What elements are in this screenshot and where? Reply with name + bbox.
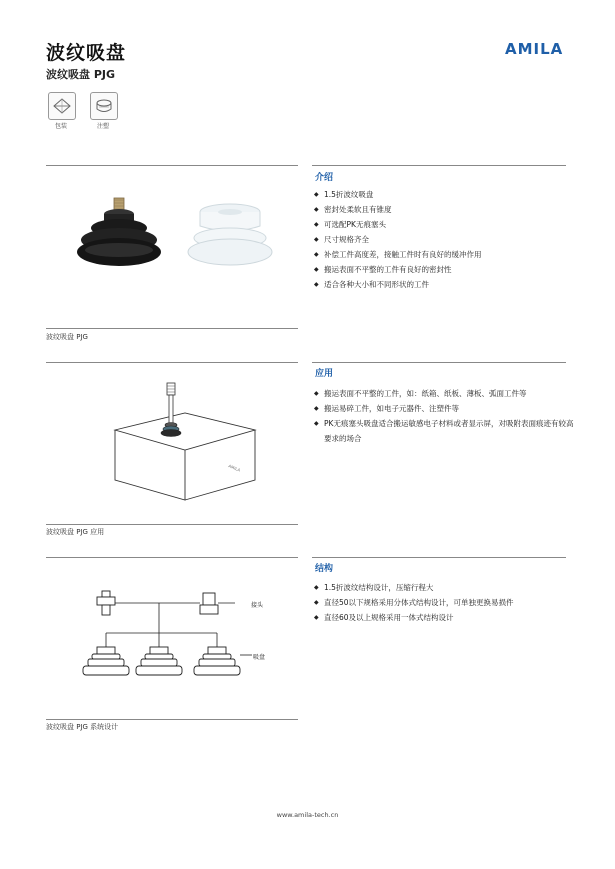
application-diagram: [110, 375, 260, 509]
divider: [46, 524, 298, 525]
figure-caption: 波纹吸盘 PJG 系统设计: [46, 723, 119, 731]
intro-bullet-list: [314, 187, 574, 292]
list-item: ◆ 补偿工件高度差，接触工件时有良好的缓冲作用: [314, 247, 574, 262]
divider: [46, 362, 298, 363]
list-item: ◆ 搬运表面不平整的工件，如：纸箱、纸板、薄板、弧面工件等: [314, 386, 574, 401]
list-item: ◆ 尺寸规格齐全: [314, 232, 574, 247]
figure-caption: 波纹吸盘 PJG 应用: [46, 528, 105, 536]
structure-diagram: [70, 585, 270, 689]
page-subtitle: 波纹吸盘 PJG: [46, 68, 116, 81]
section-heading-application: 应用: [315, 369, 334, 379]
note-icon: [90, 92, 118, 120]
package-icon: [48, 92, 76, 120]
divider: [312, 557, 566, 558]
list-item: ◆ 直径50以下规格采用分体式结构设计，可单独更换易损件: [314, 595, 574, 610]
structure-bullet-list: [314, 580, 574, 625]
divider: [46, 719, 298, 720]
footer-url[interactable]: www.amila-tech.cn: [276, 811, 339, 819]
divider: [46, 165, 298, 166]
list-item: ◆ 搬运易碎工件，如电子元器件、注塑件等: [314, 401, 574, 416]
section-heading-intro: 介绍: [315, 173, 334, 183]
application-bullet-list: [314, 386, 574, 446]
package-icon-label: 包装: [54, 123, 67, 130]
note-icon-label: 注塑: [96, 123, 109, 130]
product-photo: [70, 190, 280, 304]
section-heading-structure: 结构: [315, 564, 334, 574]
list-item: ◆ PK无痕塞头吸盘适合搬运敏感电子材料或者显示屏，对吸附表面痕迹有较高要求的场合: [314, 416, 574, 446]
svg-text:AMILA: AMILA: [227, 463, 242, 473]
divider: [46, 557, 298, 558]
brand-logo: AMILA: [505, 40, 564, 58]
list-item: ◆ 直径60及以上规格采用一体式结构设计: [314, 610, 574, 625]
connector-label: 接头: [251, 602, 264, 609]
list-item: ◆ 可选配PK无痕塞头: [314, 217, 574, 232]
figure-caption: 波纹吸盘 PJG: [46, 333, 88, 341]
divider: [46, 328, 298, 329]
page-title: 波纹吸盘: [46, 42, 127, 64]
list-item: ◆ 密封处柔软且有锥度: [314, 202, 574, 217]
list-item: ◆ 适合各种大小和不同形状的工件: [314, 277, 574, 292]
cup-label: 吸盘: [253, 654, 266, 661]
list-item: ◆ 1.5折波纹结构设计，压缩行程大: [314, 580, 574, 595]
divider: [312, 165, 566, 166]
list-item: ◆ 搬运表面不平整的工件有良好的密封性: [314, 262, 574, 277]
list-item: ◆ 1.5折波纹吸盘: [314, 187, 574, 202]
divider: [312, 362, 566, 363]
